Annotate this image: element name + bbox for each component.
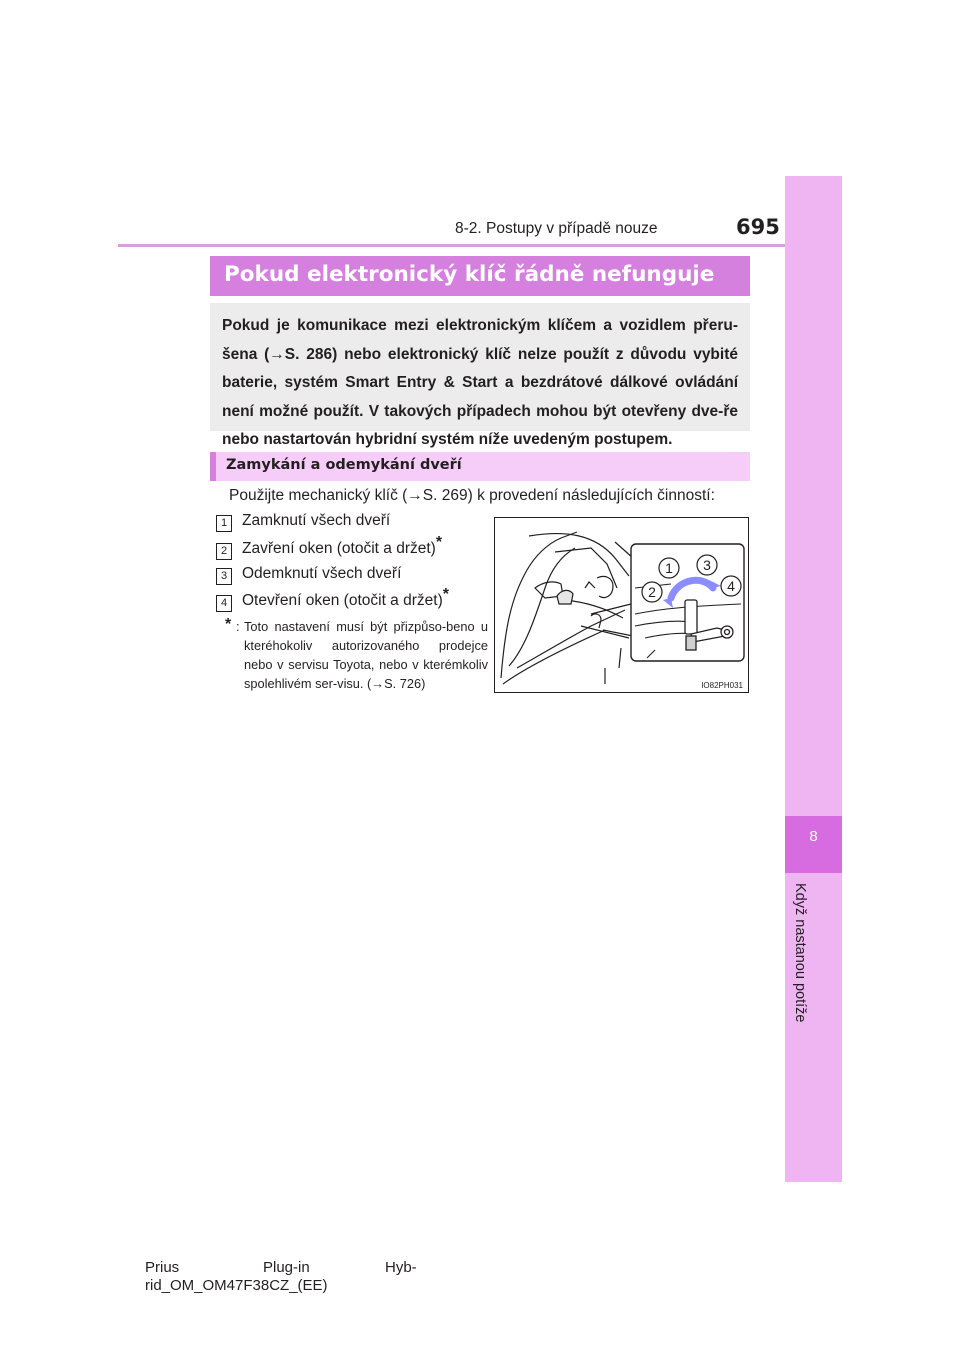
subheading-bar: [210, 452, 750, 481]
step-label: Otevření oken (otočit a držet): [242, 592, 443, 609]
footnote-asterisk: *: [225, 616, 232, 633]
footer-hybrid: Hyb-: [385, 1259, 417, 1276]
step-number: 4: [216, 595, 232, 612]
callout-4: 4: [727, 578, 735, 594]
step-number: 2: [216, 543, 232, 560]
door-lock-illustration: [494, 517, 749, 693]
chapter-title: Když nastanou potíže: [792, 883, 808, 1023]
step-number: 1: [216, 515, 232, 532]
callout-2: 2: [648, 584, 656, 600]
footer-model: Prius: [145, 1259, 180, 1276]
intro-box: [210, 303, 750, 448]
step-label: Odemknutí všech dveří: [242, 565, 402, 582]
intro-text: Pokud je komunikace mezi elektronickým klíčem a vozidlem přeru-šena (→S. 286) nebo elektronický klíč nelze použít z důvodu vybité baterie, systém Smart Entry & Start a bezdrátové dálkové ovládání není možné použít. V takových případech mohou být otevřeny dve-ře nebo nastartován hybridní systém níže uvedeným postupem.: [222, 317, 738, 448]
subheading: Zamykání a odemykání dveří: [226, 457, 462, 473]
section-heading: 8-2. Postupy v případě nouze: [455, 220, 658, 237]
callout-3: 3: [703, 557, 711, 573]
header-rule: [118, 244, 785, 247]
footer-variant: Plug-in: [263, 1259, 310, 1276]
step-asterisk: *: [435, 533, 443, 551]
page-title: Pokud elektronický klíč řádně nefunguje: [224, 262, 715, 287]
figure-code: IO82PH031: [701, 681, 743, 690]
step-label: Zamknutí všech dveří: [242, 512, 391, 529]
page-number: 695: [736, 215, 780, 239]
step-label: Zavření oken (otočit a držet): [242, 540, 436, 557]
step-asterisk: *: [442, 585, 449, 603]
page-title-bar: [210, 256, 750, 296]
chapter-number: 8: [809, 828, 818, 845]
car-door-drawing: [495, 518, 748, 692]
footnote-text: Toto nastavení musí být přizpůso-beno u kteréhokoliv autorizovaného prodejce nebo v servisu Toyota, nebo v kterémkoliv spolehlivém ser-visu. (→S. 726): [244, 619, 488, 691]
footnote-colon: :: [236, 619, 240, 634]
footer-doc-code: rid_OM_OM47F38CZ_(EE): [145, 1277, 328, 1294]
footnote: [226, 617, 488, 693]
step-number: 3: [216, 568, 232, 585]
instruction-text: Použijte mechanický klíč (→S. 269) k provedení následujících činností:: [229, 487, 715, 504]
callout-1: 1: [665, 560, 673, 576]
chapter-side-tab: [785, 176, 842, 1182]
